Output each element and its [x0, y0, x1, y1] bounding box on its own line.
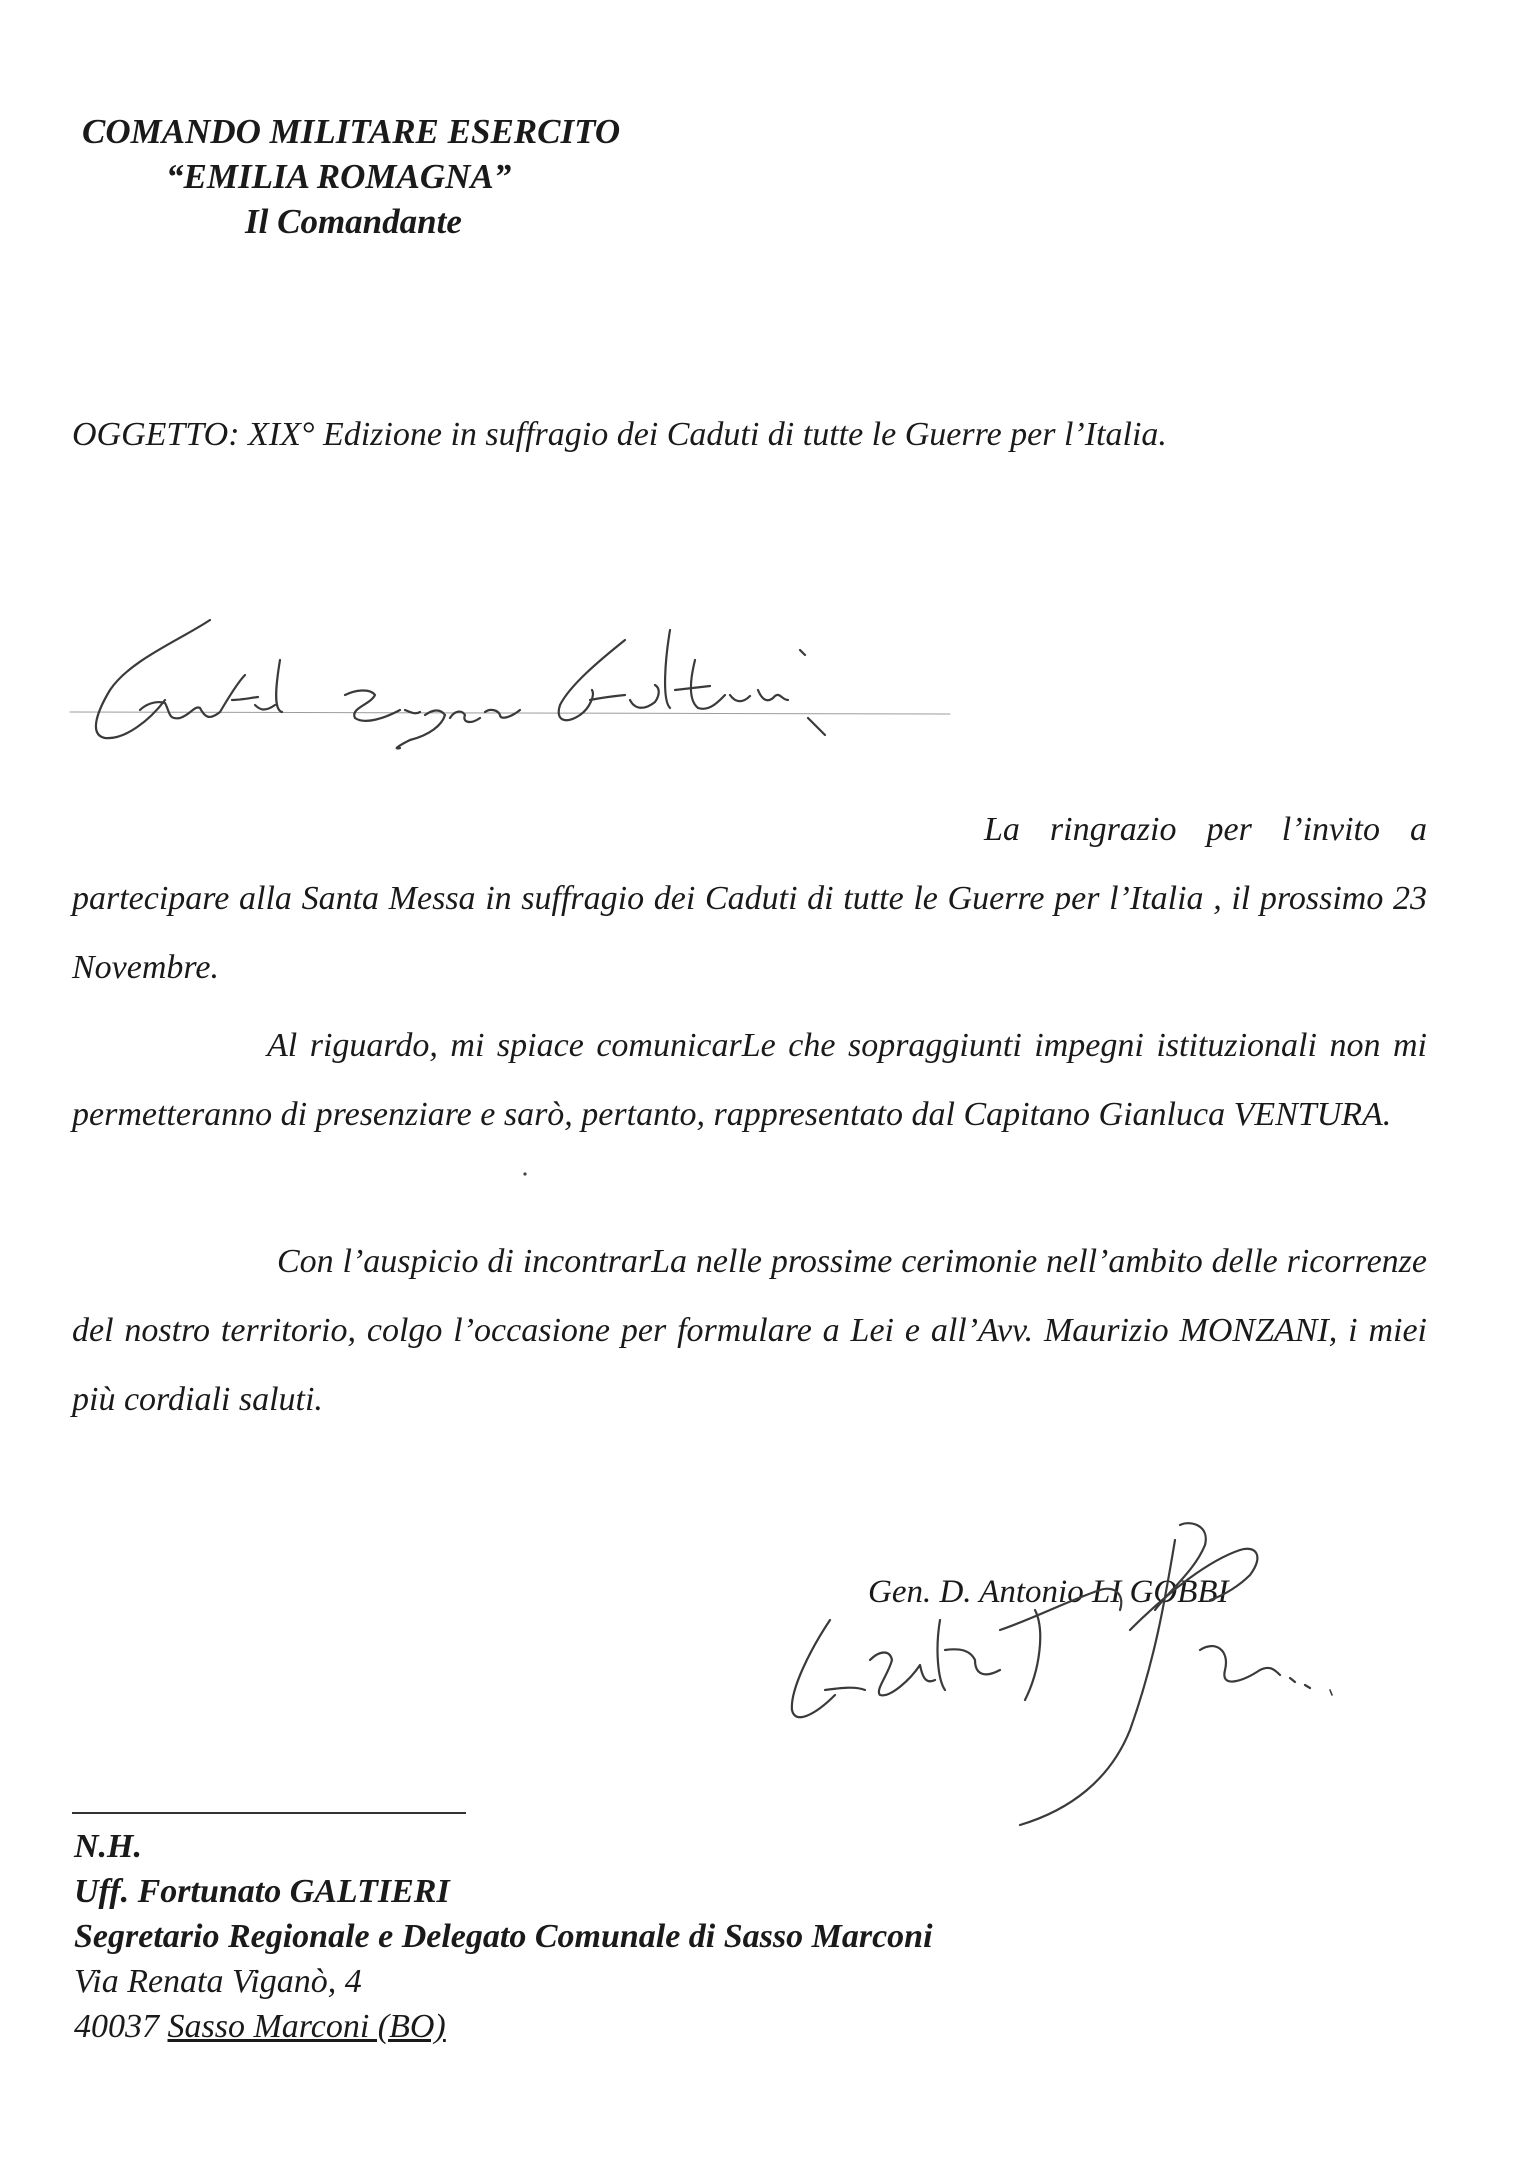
header-line-2: “EMILIA ROMAGNA” — [166, 157, 512, 196]
header-line-1: COMANDO MILITARE ESERCITO — [82, 112, 621, 151]
handwritten-salutation — [70, 600, 970, 780]
handwritten-signature — [770, 1500, 1450, 1830]
ink-dot — [522, 1171, 528, 1177]
recipient-name: Uff. Fortunato GALTIERI — [74, 1873, 450, 1910]
separator-line — [72, 1812, 466, 1814]
signatory-name: Gen. D. Antonio LI GOBBI — [868, 1574, 1229, 1610]
body-paragraph-1: La ringrazio per l’invito a partecipare alla Santa Messa in suffragio dei Caduti di tutte le Guerre per l’Italia , il prossimo 23 Novembre. — [72, 811, 1427, 986]
header-line-3: Il Comandante — [245, 202, 462, 241]
recipient-street: Via Renata Viganò, 4 — [74, 1963, 362, 2000]
recipient-title: N.H. — [74, 1828, 142, 1865]
recipient-postcode: 40037 — [74, 2008, 159, 2045]
recipient-role: Segretario Regionale e Delegato Comunale di Sasso Marconi — [74, 1918, 933, 1955]
subject-line: OGGETTO: XIX° Edizione in suffragio dei Caduti di tutte le Guerre per l’Italia. — [72, 416, 1167, 453]
body-paragraph-3: Con l’auspicio di incontrarLa nelle prossime cerimonie nell’ambito delle ricorrenze del nostro territorio, colgo l’occasione per formulare a Lei e all’Avv. Maurizio MONZANI, i miei più cordiali saluti. — [72, 1243, 1427, 1418]
recipient-city-line — [74, 2005, 446, 2049]
body-paragraph-2: Al riguardo, mi spiace comunicarLe che sopraggiunti impegni istituzionali non mi permetteranno di presenziare e sarò, pertanto, rappresentato dal Capitano Gianluca VENTURA. — [72, 1027, 1427, 1133]
recipient-city: Sasso Marconi (BO) — [167, 2008, 446, 2045]
